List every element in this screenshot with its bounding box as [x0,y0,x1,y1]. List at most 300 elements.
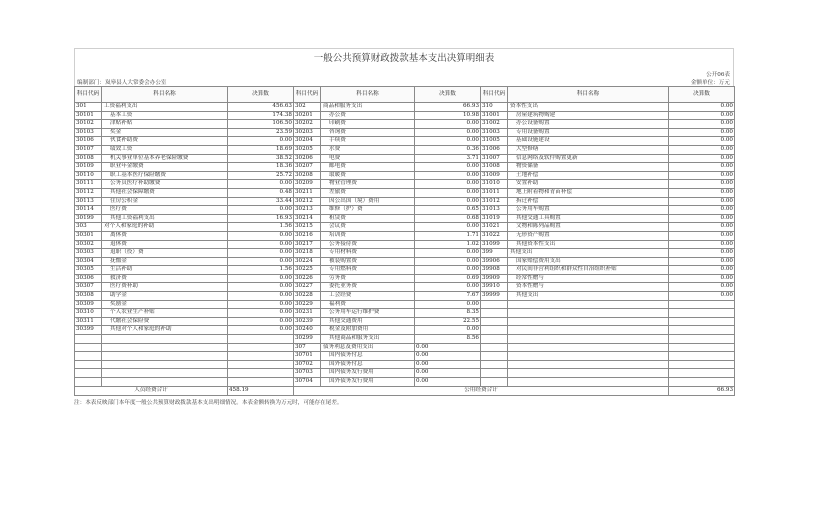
cell-code: 30201 [294,111,321,120]
cell-code: 31005 [481,137,508,146]
cell-code: 30240 [294,326,321,335]
cell-name: 债务利息及费用支出 [321,343,415,352]
cell-name: 委托业务费 [321,283,415,292]
cell-code: 30108 [75,154,102,163]
cell-code [481,326,508,335]
cell-name: 伙食补助费 [102,137,228,146]
cell-amount: 456.63 [228,103,294,112]
cell-amount: 0.00 [415,163,481,172]
cell-code: 30307 [75,283,102,292]
table-row [75,214,735,223]
cell-code: 30309 [75,300,102,309]
cell-name: 医疗费补助 [102,283,228,292]
cell-amount: 0.00 [669,120,735,129]
cell-code: 30212 [294,197,321,206]
cell-amount [669,369,735,378]
cell-amount: 1.02 [415,240,481,249]
header-code: 科目代码 [294,87,321,103]
cell-amount: 25.72 [228,171,294,180]
cell-amount: 0.00 [228,180,294,189]
cell-code: 30299 [294,335,321,344]
cell-amount: 18.69 [228,145,294,154]
cell-name: 其他商品和服务支出 [321,335,415,344]
cell-name: 土地补偿 [508,171,669,180]
cell-name: 会议费 [321,223,415,232]
cell-name: 维修（护）费 [321,206,415,215]
cell-name: 安置补助 [508,180,669,189]
cell-code: 30239 [294,317,321,326]
cell-amount: 0.00 [415,197,481,206]
cell-name: 地上附着物和青苗补偿 [508,188,669,197]
cell-amount [228,352,294,361]
cell-code: 30113 [75,197,102,206]
cell-amount [669,352,735,361]
cell-name: 个人农业生产补贴 [102,309,228,318]
cell-name: 工会经费 [321,292,415,301]
cell-amount: 0.00 [228,283,294,292]
cell-amount: 0.00 [669,180,735,189]
cell-code: 30224 [294,257,321,266]
cell-code: 30228 [294,292,321,301]
cell-code: 30208 [294,171,321,180]
cell-code [75,335,102,344]
cell-code: 31019 [481,214,508,223]
table-row [75,180,735,189]
cell-amount: 0.00 [228,317,294,326]
cell-amount: 0.00 [415,137,481,146]
cell-code: 30207 [294,163,321,172]
cell-name: 取暖费 [321,171,415,180]
cell-amount: 10.98 [415,111,481,120]
cell-amount: 0.00 [415,326,481,335]
cell-code: 310 [481,103,508,112]
cell-code: 30112 [75,188,102,197]
cell-name [508,309,669,318]
cell-amount: 0.00 [228,292,294,301]
table-row [75,163,735,172]
cell-amount: 1.71 [415,231,481,240]
cell-code: 30111 [75,180,102,189]
table-row [75,103,735,112]
cell-code: 30229 [294,300,321,309]
header-name: 科目名称 [102,87,228,103]
cell-name: 其他交通工具购置 [508,214,669,223]
table-row [75,240,735,249]
table-row [75,223,735,232]
unit-label: 金额单位：万元 [690,80,730,86]
cell-code: 30311 [75,317,102,326]
cell-code: 30199 [75,214,102,223]
cell-amount: 0.00 [228,231,294,240]
cell-name: 因公出国（境）费用 [321,197,415,206]
table-row [75,326,735,335]
cell-name: 国家赔偿费用支出 [508,257,669,266]
cell-amount: 0.00 [415,378,481,387]
cell-name: 工资福利支出 [102,103,228,112]
cell-code: 307 [294,343,321,352]
cell-amount [669,326,735,335]
cell-name: 咨询费 [321,128,415,137]
cell-amount [669,300,735,309]
cell-code [481,317,508,326]
cell-name [102,360,228,369]
cell-name: 拆迁补偿 [508,197,669,206]
table-row [75,137,735,146]
cell-amount: 0.00 [669,214,735,223]
table-row [75,283,735,292]
cell-name [508,360,669,369]
cell-amount: 0.00 [669,266,735,275]
cell-name: 基础设施建设 [508,137,669,146]
cell-name: 公务员医疗补助缴费 [102,180,228,189]
header-code: 科目代码 [75,87,102,103]
table-row [75,292,735,301]
header-name: 科目名称 [321,87,415,103]
cell-code: 31022 [481,231,508,240]
cell-code: 301 [75,103,102,112]
cell-code: 30203 [294,128,321,137]
cell-code: 31099 [481,240,508,249]
cell-amount: 0.00 [669,257,735,266]
cell-amount: 0.00 [669,188,735,197]
table-row [75,120,735,129]
cell-code: 30106 [75,137,102,146]
cell-name: 其他对个人和家庭的补助 [102,326,228,335]
cell-amount: 0.00 [669,206,735,215]
cell-amount [228,335,294,344]
table-row [75,249,735,258]
cell-code: 30304 [75,257,102,266]
cell-code: 30217 [294,240,321,249]
cell-code: 30227 [294,283,321,292]
cell-code [75,378,102,387]
cell-amount [228,360,294,369]
cell-name [102,335,228,344]
cell-amount: 0.00 [415,360,481,369]
cell-name: 差旅费 [321,188,415,197]
cell-name: 培训费 [321,231,415,240]
cell-name: 其他资本性支出 [508,240,669,249]
cell-code: 39908 [481,266,508,275]
cell-name: 专用设备购置 [508,128,669,137]
cell-code [481,335,508,344]
cell-name: 电费 [321,154,415,163]
cell-name: 被装购置费 [321,257,415,266]
cell-name [508,378,669,387]
department-label: 编制部门：岚皋县人大常委会办公室 [77,80,167,86]
footnote: 注：本表反映部门本年度一般公共预算财政拨款基本支出明细情况。本表金额转换为万元时，可能存在尾差。 [74,399,343,406]
cell-code: 30211 [294,188,321,197]
cell-code: 31012 [481,197,508,206]
cell-name [102,369,228,378]
cell-amount: 0.00 [415,128,481,137]
cell-code: 31013 [481,206,508,215]
header-amount: 决算数 [228,87,294,103]
cell-amount: 0.00 [415,223,481,232]
cell-code: 31007 [481,154,508,163]
cell-amount: 7.67 [415,292,481,301]
table-row [75,369,735,378]
cell-name: 对个人和家庭的补助 [102,223,228,232]
table-row [75,300,735,309]
cell-code: 30226 [294,274,321,283]
cell-amount: 38.52 [228,154,294,163]
cell-amount: 0.00 [415,266,481,275]
cell-code: 30213 [294,206,321,215]
cell-name: 其他支出 [508,249,669,258]
report-meta [74,69,734,86]
cell-amount: 0.48 [228,188,294,197]
cell-name: 奖励金 [102,300,228,309]
cell-amount: 0.00 [669,103,735,112]
cell-amount: 18.36 [228,163,294,172]
cell-name: 物业管理费 [321,180,415,189]
cell-code: 39906 [481,257,508,266]
table-row [75,317,735,326]
cell-name: 国外债务付息 [321,360,415,369]
cell-code: 30216 [294,231,321,240]
cell-amount [669,343,735,352]
cell-amount: 3.71 [415,154,481,163]
cell-name: 抚恤金 [102,257,228,266]
cell-code: 39909 [481,274,508,283]
cell-code: 30206 [294,154,321,163]
form-number: 公开06表 [706,72,730,78]
cell-name: 商品和服务支出 [321,103,415,112]
cell-code [75,369,102,378]
cell-code: 30114 [75,206,102,215]
cell-name: 救济费 [102,274,228,283]
cell-amount: 0.00 [669,171,735,180]
cell-code [481,300,508,309]
table-row [75,188,735,197]
cell-code [75,352,102,361]
cell-amount: 0.00 [415,188,481,197]
cell-name: 无形资产购置 [508,231,669,240]
table-row [75,335,735,344]
personnel-total-label: 人员经费合计 [75,386,228,395]
cell-amount: 8.35 [415,309,481,318]
cell-name: 退休费 [102,240,228,249]
table-row [75,154,735,163]
cell-code: 30308 [75,292,102,301]
cell-amount: 0.00 [415,249,481,258]
cell-amount: 0.00 [669,111,735,120]
cell-name [102,378,228,387]
cell-name: 福利费 [321,300,415,309]
cell-amount: 33.44 [228,197,294,206]
cell-name: 公务接待费 [321,240,415,249]
cell-code: 31008 [481,163,508,172]
cell-amount: 0.00 [669,128,735,137]
cell-amount: 0.00 [228,309,294,318]
cell-name [508,343,669,352]
cell-name: 住房公积金 [102,197,228,206]
cell-name: 经常性赠与 [508,274,669,283]
cell-amount: 0.00 [228,257,294,266]
cell-name: 税金及附加费用 [321,326,415,335]
cell-code: 30225 [294,266,321,275]
cell-code: 30103 [75,128,102,137]
table-row [75,257,735,266]
cell-amount: 0.00 [669,231,735,240]
cell-name: 大型修缮 [508,145,669,154]
cell-name: 奖金 [102,128,228,137]
cell-code: 31010 [481,180,508,189]
cell-code: 30110 [75,171,102,180]
cell-name: 信息网络及软件购置更新 [508,154,669,163]
cell-name [508,326,669,335]
table-row [75,352,735,361]
cell-amount [669,335,735,344]
cell-amount: 0.65 [415,206,481,215]
cell-amount: 0.00 [669,145,735,154]
public-total-label: 公用经费合计 [294,386,669,395]
table-body [75,103,735,387]
cell-code: 31003 [481,128,508,137]
cell-name: 国内债务发行费用 [321,369,415,378]
cell-code: 39999 [481,292,508,301]
cell-name: 代缴社会保险费 [102,317,228,326]
cell-amount: 0.00 [228,137,294,146]
table-row [75,274,735,283]
cell-amount [669,360,735,369]
cell-code: 30701 [294,352,321,361]
cell-amount: 0.00 [228,300,294,309]
cell-name [508,300,669,309]
cell-name: 资本性赠与 [508,283,669,292]
header-code: 科目代码 [481,87,508,103]
cell-amount [228,369,294,378]
cell-name: 生活补助 [102,266,228,275]
cell-amount: 0.00 [669,163,735,172]
cell-amount: 0.00 [415,120,481,129]
table-row [75,145,735,154]
cell-amount: 0.00 [228,326,294,335]
cell-code: 31021 [481,223,508,232]
cell-code: 30107 [75,145,102,154]
table-row [75,343,735,352]
cell-name [508,352,669,361]
cell-amount: 0.00 [415,352,481,361]
cell-name: 公务用车运行维护费 [321,309,415,318]
cell-amount: 0.68 [415,214,481,223]
table-row [75,378,735,387]
report-sheet [74,48,734,406]
cell-amount: 0.00 [228,249,294,258]
cell-code: 30704 [294,378,321,387]
cell-name: 职业年金缴费 [102,163,228,172]
cell-code: 30204 [294,137,321,146]
cell-amount: 0.00 [669,154,735,163]
table-row [75,360,735,369]
cell-amount: 8.56 [415,335,481,344]
cell-name: 国外债务发行费用 [321,378,415,387]
cell-amount: 23.59 [228,128,294,137]
cell-code: 303 [75,223,102,232]
table-row [75,266,735,275]
cell-amount: 0.00 [228,206,294,215]
cell-code: 30231 [294,309,321,318]
table-row [75,231,735,240]
cell-name: 国内债务付息 [321,352,415,361]
cell-code: 30303 [75,249,102,258]
cell-name: 助学金 [102,292,228,301]
cell-name: 手续费 [321,137,415,146]
cell-name: 基本工资 [102,111,228,120]
cell-code: 30215 [294,223,321,232]
totals-row [75,386,735,395]
cell-code: 31011 [481,188,508,197]
cell-amount: 0.00 [669,137,735,146]
cell-amount: 0.00 [415,257,481,266]
table-row [75,309,735,318]
cell-code [481,369,508,378]
cell-amount: 0.69 [415,274,481,283]
cell-code [481,352,508,361]
cell-code: 31001 [481,111,508,120]
cell-amount: 0.00 [669,292,735,301]
cell-amount [228,343,294,352]
report-title: 一般公共预算财政拨款基本支出决算明细表 [74,48,734,69]
cell-code: 30102 [75,120,102,129]
cell-name: 医疗费 [102,206,228,215]
cell-amount: 0.00 [415,283,481,292]
cell-code: 30109 [75,163,102,172]
cell-name: 绩效工资 [102,145,228,154]
cell-name [102,352,228,361]
header-name: 科目名称 [508,87,669,103]
cell-code [481,378,508,387]
cell-code: 31009 [481,171,508,180]
cell-amount: 1.56 [228,223,294,232]
expenditure-table [74,86,735,396]
header-amount: 决算数 [415,87,481,103]
cell-name: 邮电费 [321,163,415,172]
cell-name: 办公设备购置 [508,120,669,129]
cell-name: 机关事业单位基本养老保险缴费 [102,154,228,163]
cell-name: 物资储备 [508,163,669,172]
cell-amount: 0.00 [669,197,735,206]
cell-name: 印刷费 [321,120,415,129]
cell-code [75,343,102,352]
cell-amount: 66.93 [415,103,481,112]
table-row [75,171,735,180]
cell-code: 30202 [294,120,321,129]
cell-amount [669,309,735,318]
cell-code: 30218 [294,249,321,258]
cell-code: 30209 [294,180,321,189]
cell-name: 其他支出 [508,292,669,301]
cell-name: 对民间非营利组织和群众性自治组织补贴 [508,266,669,275]
cell-name: 其他交通费用 [321,317,415,326]
cell-amount: 174.38 [228,111,294,120]
cell-amount: 0.00 [415,343,481,352]
cell-code [75,360,102,369]
cell-amount: 0.00 [669,223,735,232]
cell-name [102,343,228,352]
table-row [75,128,735,137]
cell-name: 水费 [321,145,415,154]
cell-amount: 106.50 [228,120,294,129]
cell-name: 房屋建筑物购建 [508,111,669,120]
cell-name: 劳务费 [321,274,415,283]
cell-code: 302 [294,103,321,112]
cell-name [508,369,669,378]
cell-code: 30101 [75,111,102,120]
cell-name: 离休费 [102,231,228,240]
cell-amount: 0.00 [415,369,481,378]
